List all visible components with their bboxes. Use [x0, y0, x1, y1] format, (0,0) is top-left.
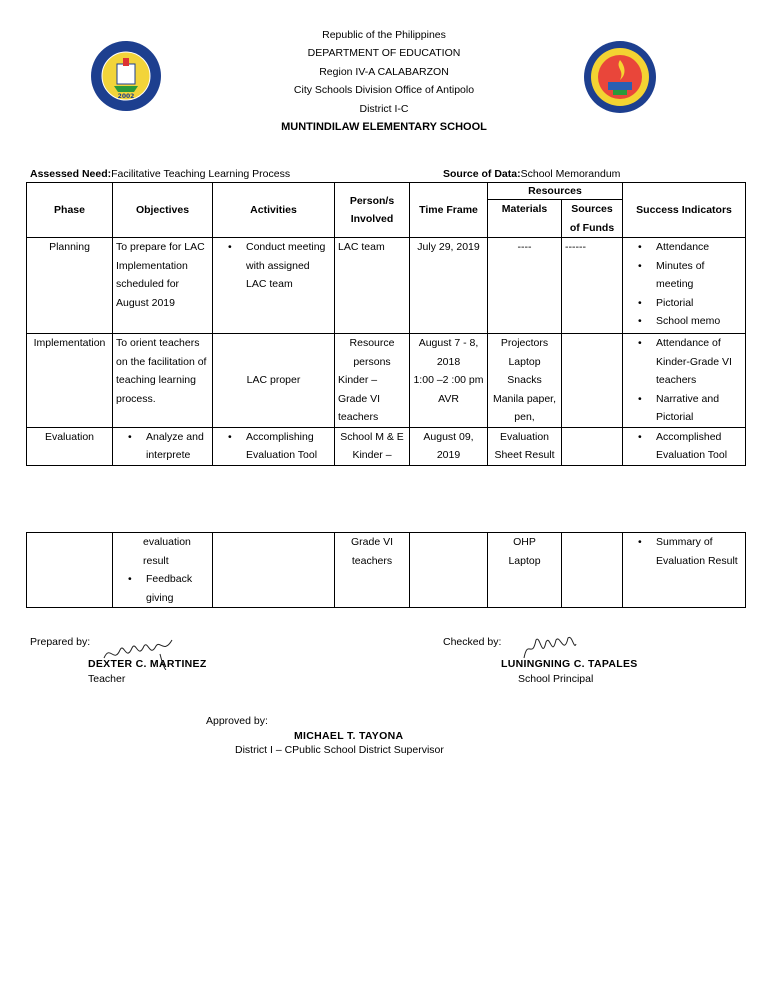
table-row-planning [27, 238, 746, 334]
header-school-name: MUNTINDILAW ELEMENTARY SCHOOL [281, 121, 487, 133]
checked-by-title: School Principal [518, 673, 594, 685]
activity-planning: • Conduct meeting with assigned LAC team [246, 238, 331, 294]
indicator-item: • Attendance [656, 238, 742, 257]
indicator-item: • Attendance of Kinder-Grade VI teachers [656, 334, 742, 390]
objective-planning: To prepare for LAC Implementation scheduled for August 2019 [113, 238, 213, 334]
header-success-indicators: Success Indicators [623, 183, 746, 238]
header-district: District I-C [359, 103, 409, 115]
persons-evaluation-2: Kinder – [352, 449, 392, 461]
timeframe-planning: July 29, 2019 [410, 238, 488, 334]
material-item: Laptop [508, 554, 541, 567]
action-plan-table-continued [26, 532, 746, 608]
header-resources: Resources [488, 183, 623, 200]
material-item: OHP [513, 536, 536, 548]
objective-evaluation: • Analyze and interprete [146, 428, 209, 465]
materials-evaluation: Evaluation Sheet Result [488, 427, 562, 465]
material-item: Laptop [508, 355, 541, 368]
objective-implementation: To orient teachers on the facilitation of teaching learning process. [113, 334, 213, 428]
approved-by-label: Approved by: [206, 715, 268, 727]
timeframe-implementation [410, 334, 488, 428]
indicator-item: • Accomplished Evaluation Tool [656, 428, 742, 465]
prepared-by-title: Teacher [88, 673, 126, 685]
checked-by-label: Checked by: [443, 636, 502, 648]
table-row-implementation [27, 334, 746, 428]
header-time-frame: Time Frame [410, 183, 488, 238]
phase-implementation: Implementation [27, 334, 113, 428]
activity-evaluation: • Accomplishing Evaluation Tool [246, 428, 331, 465]
action-plan-table [26, 182, 746, 466]
header-phase: Phase [27, 183, 113, 238]
funds-evaluation [562, 427, 623, 465]
prepared-by-name: DEXTER C. MARTINEZ [88, 658, 207, 670]
approved-by-name: MICHAEL T. TAYONA [294, 730, 404, 742]
objective-evaluation-continued [113, 533, 213, 608]
persons-evaluation-continued: Grade VI teachers [335, 533, 410, 608]
indicator-item: • Summary of Evaluation Result [656, 533, 742, 570]
table-row-evaluation [27, 427, 746, 465]
checked-by-name: LUNINGNING C. TAPALES [501, 658, 638, 670]
header-persons-involved: Person/s Involved [335, 183, 410, 238]
table-row-evaluation-continued [27, 533, 746, 608]
materials-planning: ---- [488, 238, 562, 334]
indicator-item: • Narrative and Pictorial [656, 390, 742, 427]
funds-planning: ------ [562, 238, 623, 334]
objective-feedback: • Feedback giving [146, 570, 209, 607]
time-implementation-3: AVR [438, 392, 459, 405]
materials-implementation [488, 334, 562, 428]
phase-evaluation: Evaluation [27, 427, 113, 465]
assessed-need-label: Assessed Need: [30, 168, 112, 180]
timeframe-evaluation: August 09, 2019 [410, 427, 488, 465]
assessed-need [30, 168, 290, 180]
source-of-data-label: Source of Data: [443, 168, 521, 180]
source-of-data [443, 168, 620, 180]
phase-planning: Planning [27, 238, 113, 334]
header-materials: Materials [488, 200, 562, 238]
persons-implementation [335, 334, 410, 428]
material-item: Manila paper, pen, [492, 392, 557, 423]
svg-text:2002: 2002 [117, 93, 135, 100]
funds-implementation [562, 334, 623, 428]
header-activities: Activities [213, 183, 335, 238]
approved-by-title: District I – CPublic School District Supervisor [235, 744, 444, 756]
header-division: City Schools Division Office of Antipolo [293, 84, 475, 96]
header-republic: Republic of the Philippines [322, 29, 446, 41]
source-of-data-value: School Memorandum [520, 168, 621, 180]
activity-implementation: LAC proper [213, 334, 335, 428]
header-sources-of-funds: Sources of Funds [562, 200, 623, 238]
time-implementation-1: August 7 - 8, 2018 [418, 337, 479, 368]
assessed-need-value: Facilitative Teaching Learning Process [111, 168, 291, 180]
time-implementation-2: 1:00 –2 :00 pm [413, 374, 484, 386]
persons-evaluation-1: School M & E [340, 430, 404, 443]
prepared-by-label: Prepared by: [30, 636, 91, 648]
header-region: Region IV-A CALABARZON [319, 66, 449, 78]
persons-implementation-2: Kinder – Grade VI teachers [338, 374, 381, 423]
persons-evaluation [335, 427, 410, 465]
persons-implementation-1: Resource persons [349, 337, 395, 368]
persons-planning: LAC team [335, 238, 410, 334]
material-item: Snacks [507, 374, 542, 386]
materials-evaluation-continued [488, 533, 562, 608]
indicator-item: • Minutes of meeting [656, 257, 742, 294]
objective-evaluation-cont-text: evaluation result [143, 536, 191, 567]
material-item: Projectors [500, 337, 549, 349]
header-objectives: Objectives [113, 183, 213, 238]
indicator-item: • School memo [656, 312, 742, 331]
header-department: DEPARTMENT OF EDUCATION [307, 47, 461, 59]
indicator-item: • Pictorial [656, 294, 742, 313]
